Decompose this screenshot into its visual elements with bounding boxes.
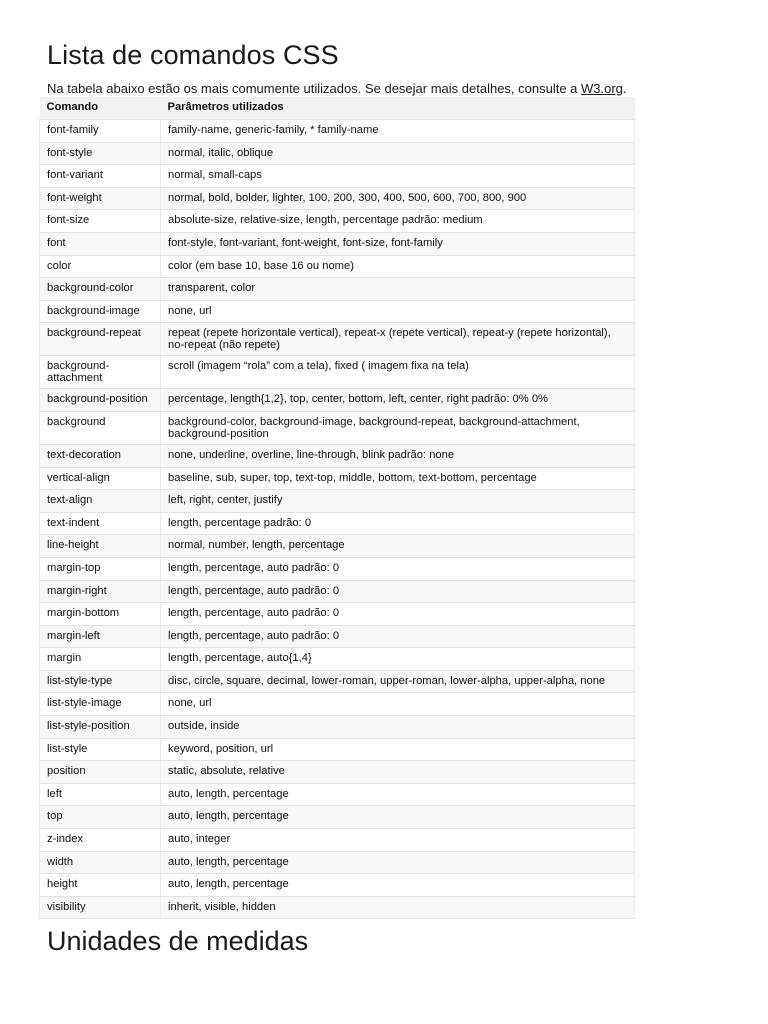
command-cell: visibility <box>40 896 161 919</box>
params-cell: background-color, background-image, background-repeat, background-attachment, background-position <box>161 411 635 444</box>
table-row <box>40 255 635 278</box>
table-row <box>40 806 635 829</box>
command-cell: width <box>40 851 161 874</box>
command-cell: margin-right <box>40 580 161 603</box>
table-row <box>40 693 635 716</box>
params-cell: length, percentage padrão: 0 <box>161 512 635 535</box>
command-cell: font-weight <box>40 187 161 210</box>
table-row <box>40 120 635 143</box>
params-cell: normal, number, length, percentage <box>161 535 635 558</box>
command-cell: left <box>40 783 161 806</box>
params-cell: length, percentage, auto padrão: 0 <box>161 580 635 603</box>
command-cell: background-position <box>40 389 161 412</box>
table-row <box>40 738 635 761</box>
command-cell: margin-bottom <box>40 603 161 626</box>
table-body <box>40 120 635 919</box>
table-row <box>40 829 635 852</box>
params-cell: length, percentage, auto padrão: 0 <box>161 557 635 580</box>
command-cell: height <box>40 874 161 897</box>
params-cell: scroll (imagem “rola” com a tela), fixed ( imagem fixa na tela) <box>161 356 635 389</box>
params-cell: percentage, length{1,2}, top, center, bottom, left, center, right padrão: 0% 0% <box>161 389 635 412</box>
table-row <box>40 165 635 188</box>
table-row <box>40 783 635 806</box>
table-row <box>40 874 635 897</box>
params-cell: left, right, center, justify <box>161 490 635 513</box>
section-title-unidades: Unidades de medidas <box>47 926 309 956</box>
table-row <box>40 512 635 535</box>
intro-text: Na tabela abaixo estão os mais comumente utilizados. Se desejar mais detalhes, consulte a <box>47 81 582 96</box>
table-row <box>40 411 635 444</box>
table-row <box>40 648 635 671</box>
table-row <box>40 716 635 739</box>
table-row <box>40 490 635 513</box>
command-cell: font <box>40 232 161 255</box>
params-cell: none, url <box>161 693 635 716</box>
table-header-row <box>40 97 635 120</box>
command-cell: background <box>40 411 161 444</box>
params-cell: font-style, font-variant, font-weight, font-size, font-family <box>161 232 635 255</box>
params-cell: none, underline, overline, line-through, blink padrão: none <box>161 444 635 467</box>
table-row <box>40 603 635 626</box>
table-row <box>40 535 635 558</box>
command-cell: font-family <box>40 120 161 143</box>
command-cell: vertical-align <box>40 467 161 490</box>
table-row <box>40 210 635 233</box>
table-row <box>40 300 635 323</box>
params-cell: family-name, generic-family, * family-name <box>161 120 635 143</box>
command-cell: text-decoration <box>40 444 161 467</box>
header-comando: Comando <box>40 97 161 120</box>
params-cell: static, absolute, relative <box>161 761 635 784</box>
params-cell: length, percentage, auto padrão: 0 <box>161 603 635 626</box>
params-cell: normal, italic, oblique <box>161 142 635 165</box>
intro-paragraph <box>47 81 627 96</box>
params-cell: outside, inside <box>161 716 635 739</box>
command-cell: margin <box>40 648 161 671</box>
table-row <box>40 444 635 467</box>
params-cell: color (em base 10, base 16 ou nome) <box>161 255 635 278</box>
page-title: Lista de comandos CSS <box>47 40 339 70</box>
table-row <box>40 467 635 490</box>
command-cell: top <box>40 806 161 829</box>
params-cell: auto, length, percentage <box>161 806 635 829</box>
params-cell: auto, length, percentage <box>161 851 635 874</box>
table-row <box>40 851 635 874</box>
table-row <box>40 232 635 255</box>
table-row <box>40 557 635 580</box>
table-row <box>40 580 635 603</box>
table-row <box>40 356 635 389</box>
params-cell: absolute-size, relative-size, length, percentage padrão: medium <box>161 210 635 233</box>
command-cell: z-index <box>40 829 161 852</box>
command-cell: text-align <box>40 490 161 513</box>
table-row <box>40 625 635 648</box>
command-cell: background-color <box>40 278 161 301</box>
command-cell: text-indent <box>40 512 161 535</box>
w3-org-link[interactable]: W3.org <box>581 81 623 96</box>
params-cell: none, url <box>161 300 635 323</box>
params-cell: transparent, color <box>161 278 635 301</box>
command-cell: list-style-type <box>40 670 161 693</box>
intro-text-end: . <box>622 81 627 96</box>
command-cell: font-size <box>40 210 161 233</box>
command-cell: background-image <box>40 300 161 323</box>
table-row <box>40 323 635 356</box>
table-row <box>40 389 635 412</box>
table-row <box>40 278 635 301</box>
params-cell: inherit, visible, hidden <box>161 896 635 919</box>
command-cell: font-variant <box>40 165 161 188</box>
params-cell: auto, length, percentage <box>161 783 635 806</box>
params-cell: disc, circle, square, decimal, lower-roman, upper-roman, lower-alpha, upper-alpha, none <box>161 670 635 693</box>
header-parametros: Parâmetros utilizados <box>161 97 635 120</box>
command-cell: background-repeat <box>40 323 161 356</box>
params-cell: length, percentage, auto{1,4} <box>161 648 635 671</box>
command-cell: color <box>40 255 161 278</box>
table-row <box>40 142 635 165</box>
params-cell: repeat (repete horizontale vertical), repeat-x (repete vertical), repeat-y (repete horizontal), no-repeat (não repete) <box>161 323 635 356</box>
table-row <box>40 670 635 693</box>
params-cell: keyword, position, url <box>161 738 635 761</box>
css-commands-table <box>39 97 635 919</box>
command-cell: list-style <box>40 738 161 761</box>
command-cell: margin-top <box>40 557 161 580</box>
table-row <box>40 761 635 784</box>
table-row <box>40 187 635 210</box>
params-cell: normal, bold, bolder, lighter, 100, 200, 300, 400, 500, 600, 700, 800, 900 <box>161 187 635 210</box>
params-cell: normal, small-caps <box>161 165 635 188</box>
params-cell: auto, integer <box>161 829 635 852</box>
command-cell: margin-left <box>40 625 161 648</box>
command-cell: font-style <box>40 142 161 165</box>
params-cell: baseline, sub, super, top, text-top, middle, bottom, text-bottom, percentage <box>161 467 635 490</box>
params-cell: length, percentage, auto padrão: 0 <box>161 625 635 648</box>
params-cell: auto, length, percentage <box>161 874 635 897</box>
command-cell: background-attachment <box>40 356 161 389</box>
command-cell: position <box>40 761 161 784</box>
command-cell: line-height <box>40 535 161 558</box>
command-cell: list-style-position <box>40 716 161 739</box>
command-cell: list-style-image <box>40 693 161 716</box>
table-row <box>40 896 635 919</box>
